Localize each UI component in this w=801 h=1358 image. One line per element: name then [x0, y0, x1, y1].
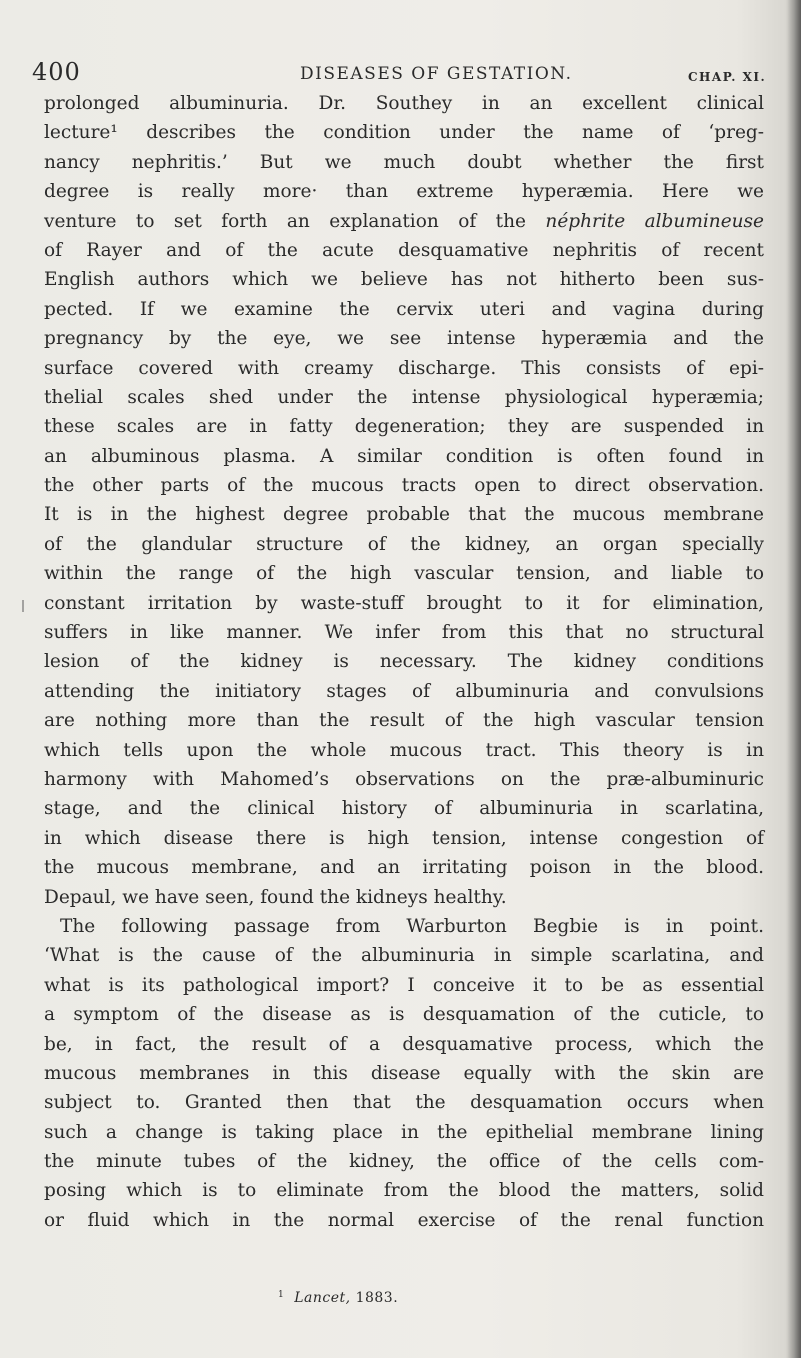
text-line: the mucous membrane, and an irritating poison in the blood.: [44, 857, 764, 879]
text-line: stage, and the clinical history of albuminuria in scarlatina,: [44, 798, 764, 820]
text-line: suffers in like manner. We infer from this that no structural: [44, 622, 764, 644]
footnote-publication: Lancet,: [294, 1290, 351, 1306]
text-line: prolonged albuminuria. Dr. Southey in an excellent clinical: [44, 93, 764, 114]
text-line: what is its pathological import? I conceive it to be as essential: [44, 974, 764, 996]
footnote-marker: 1: [278, 1290, 285, 1300]
text-line: be, in fact, the result of a desquamative process, which the: [44, 1033, 764, 1055]
page-header: [0, 58, 801, 92]
text-line: of Rayer and of the acute desquamative nephritis of recent: [44, 239, 764, 261]
text-line: surface covered with creamy discharge. This consists of epi-: [44, 357, 764, 379]
text-line: are nothing more than the result of the high vascular tension: [44, 710, 764, 732]
text-line: a symptom of the disease as is desquamation of the cuticle, to: [44, 1004, 764, 1026]
text-line: mucous membranes in this disease equally with the skin are: [44, 1062, 764, 1084]
text-line: subject to. Granted then that the desquamation occurs when: [44, 1092, 764, 1114]
page-spine-shadow: [787, 0, 801, 1358]
text-line: such a change is taking place in the epithelial membrane lining: [44, 1121, 764, 1143]
text-line: the other parts of the mucous tracts open to direct observation.: [44, 475, 764, 497]
text-line: or fluid which in the normal exercise of the renal function: [44, 1209, 764, 1231]
running-title: DISEASES OF GESTATION.: [300, 64, 573, 84]
text-line: pregnancy by the eye, we see intense hyperæmia and the: [44, 328, 764, 350]
text-line: lecture¹ describes the condition under the name of ‘preg-: [44, 122, 764, 144]
italic-term: néphrite albumineuse: [545, 210, 764, 232]
text-line: nancy nephritis.’ But we much doubt whether the first: [44, 151, 764, 173]
text-line: lesion of the kidney is necessary. The kidney conditions: [44, 651, 764, 673]
text-line: of the glandular structure of the kidney, an organ specially: [44, 533, 764, 555]
text-line: the minute tubes of the kidney, the office of the cells com-: [44, 1151, 764, 1173]
text-line: venture to set forth an explanation of the néphrite albumineuse: [44, 210, 764, 232]
body-text: [44, 89, 764, 1235]
text-line: in which disease there is high tension, intense congestion of: [44, 827, 764, 849]
text-line: an albuminous plasma. A similar condition is often found in: [44, 445, 764, 467]
text-line: degree is really more· than extreme hyperæmia. Here we: [44, 181, 764, 203]
margin-mark: [22, 600, 24, 612]
text-line: English authors which we believe has not hitherto been sus-: [44, 269, 764, 291]
text-line: thelial scales shed under the intense physiological hyperæmia;: [44, 386, 764, 408]
text-line: constant irritation by waste-stuff brought to it for elimination,: [44, 592, 764, 614]
footnote-year: 1883.: [355, 1290, 399, 1306]
page-number: 400: [32, 58, 81, 86]
text-line: which tells upon the whole mucous tract. This theory is in: [44, 739, 764, 761]
text-line: The following passage from Warburton Begbie is in point.: [60, 915, 764, 937]
text-line: It is in the highest degree probable that the mucous membrane: [44, 504, 764, 526]
text-line: pected. If we examine the cervix uteri and vagina during: [44, 298, 764, 320]
text-line: these scales are in fatty degeneration; they are suspended in: [44, 416, 764, 438]
chapter-label: CHAP. XI.: [688, 70, 767, 84]
text-line: within the range of the high vascular tension, and liable to: [44, 563, 764, 585]
footnote: [278, 1290, 398, 1306]
text-line: Depaul, we have seen, found the kidneys healthy.: [44, 886, 507, 908]
text-line: attending the initiatory stages of albuminuria and convulsions: [44, 680, 764, 702]
text-line: ‘What is the cause of the albuminuria in simple scarlatina, and: [44, 945, 764, 967]
text-line: harmony with Mahomed’s observations on the præ-albuminuric: [44, 768, 764, 790]
text-line: posing which is to eliminate from the blood the matters, solid: [44, 1180, 764, 1202]
